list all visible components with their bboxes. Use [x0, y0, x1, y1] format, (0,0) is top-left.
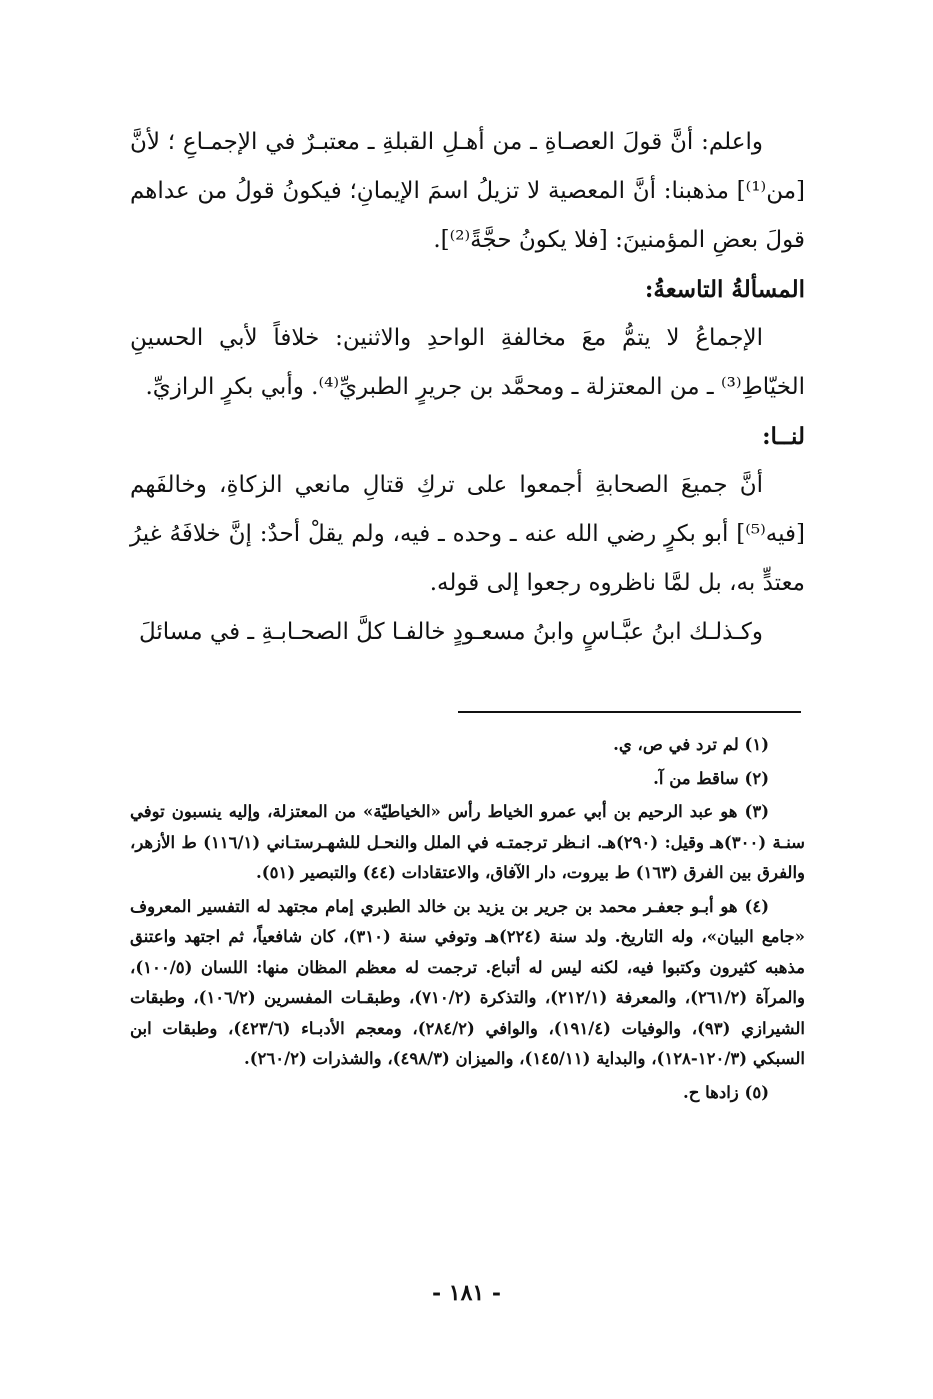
footnote-3: (٣) هو عبد الرحيم بن أبي عمرو الخياط رأس «الخياطيّة» من المعتزلة، وإليه ينسبون توفي سنـة (٣٠٠)هـ وقيل: (٢٩٠)هـ. انـظر ترجمتـه في الملل والنحـل للشهـرستـاني (١١٦/١) ط الأزهر، والفرق بين الفرق (١٦٣) ط بيروت، دار الآفاق، والاعتقادات (٤٤) والتبصير (٥١).: [130, 802, 806, 882]
section-heading-our-evidence: لنــا:: [762, 423, 805, 450]
footnote-1: (١) لم ترد في ص، ي.: [613, 735, 769, 754]
footnote-4: (٤) هو أبـو جعفـر محمد بن جرير بن يزيد بن خالد الطبري إمام مجتهد له التفسير المعروف «جامع البيان»، وله التاريخ. ولد سنة (٢٢٤)هـ وتوفي سنة (٣١٠)، كان شافعياً، ثم اجتهد واعتنق مذهبه كثيرون وكتبوا فيه، لكنه ليس له أتباع. ترجمت له معظم المظان منها: اللسان (١٠٠/٥)، والمرآة (٢٦١/٢)، والمعرفة (٢١٢/١)، والتذكرة (٧١٠/٢)، وطبقـات المفسرين (١٠٦/٢)، وطبقات الشيرازي (٩٣)، والوفيات (١٩١/٤)، والوافي (٢٨٤/٢)، ومعجم الأدبـاء (٤٢٣/٦)، وطبقات ابن السبكي (١٢٠/٣-١٢٨)، والبداية (١٤٥/١١)، والميزان (٤٩٨/٣)، والشذرات (٢٦٠/٢).: [130, 896, 805, 1068]
section-heading-ninth-issue: المسألةُ التاسعةُ:: [644, 276, 805, 303]
footnote-2: (٢) ساقط من آ.: [653, 768, 769, 788]
paragraph-ijma-sinners: واعلم: أنَّ قولَ العصـاةِ ـ من أهـلِ القبلةِ ـ معتبـرٌ في الإجمـاعِ ؛ لأنَّ [من⁽¹⁾] مذهبنا: أنَّ المعصية لا تزيلُ اسمَ الإيمانِ؛ فيكونُ قولُ من عداهم قولَ بعضِ المؤمنينَ: [فلا يكونُ حجَّةً⁽²⁾].: [130, 129, 805, 253]
footnote-5: (٥) زادها ح.: [682, 1082, 769, 1102]
main-text: [130, 118, 805, 657]
footnote-separator-line: [458, 711, 801, 713]
page-number: - ١٨١ -: [431, 1280, 502, 1306]
paragraph-dissent-one-two: الإجماعُ لا يتمُّ معَ مخالفةِ الواحدِ والاثنين: خلافاً لأبي الحسينِ الخيّاطِ⁽³⁾ ـ من المعتزلة ـ ومحمَّد بن جريرٍ الطبريِّ⁽⁴⁾. وأبي بكرٍ الرازيِّ.: [130, 325, 805, 400]
paragraph-ibn-abbas: وكـذلـك ابنُ عبَّـاسٍ وابنُ مسعـودٍ خالفـا كلَّ الصحـابـةِ ـ في مسائلَ: [138, 619, 763, 645]
paragraph-zakat-refusers: أنَّ جميعَ الصحابةِ أجمعوا على تركِ قتالِ مانعي الزكاةِ، وخالفَهم [فيه⁽⁵⁾] أبو بكرٍ رضي الله عنه ـ وحده ـ فيه، ولم يقلْ أحدٌ: إنَّ خلافَهُ غيرُ معتدٍّ به، بل لمَّا ناظروه رجعوا إلى قوله.: [130, 472, 805, 596]
footnotes: [130, 730, 805, 1111]
